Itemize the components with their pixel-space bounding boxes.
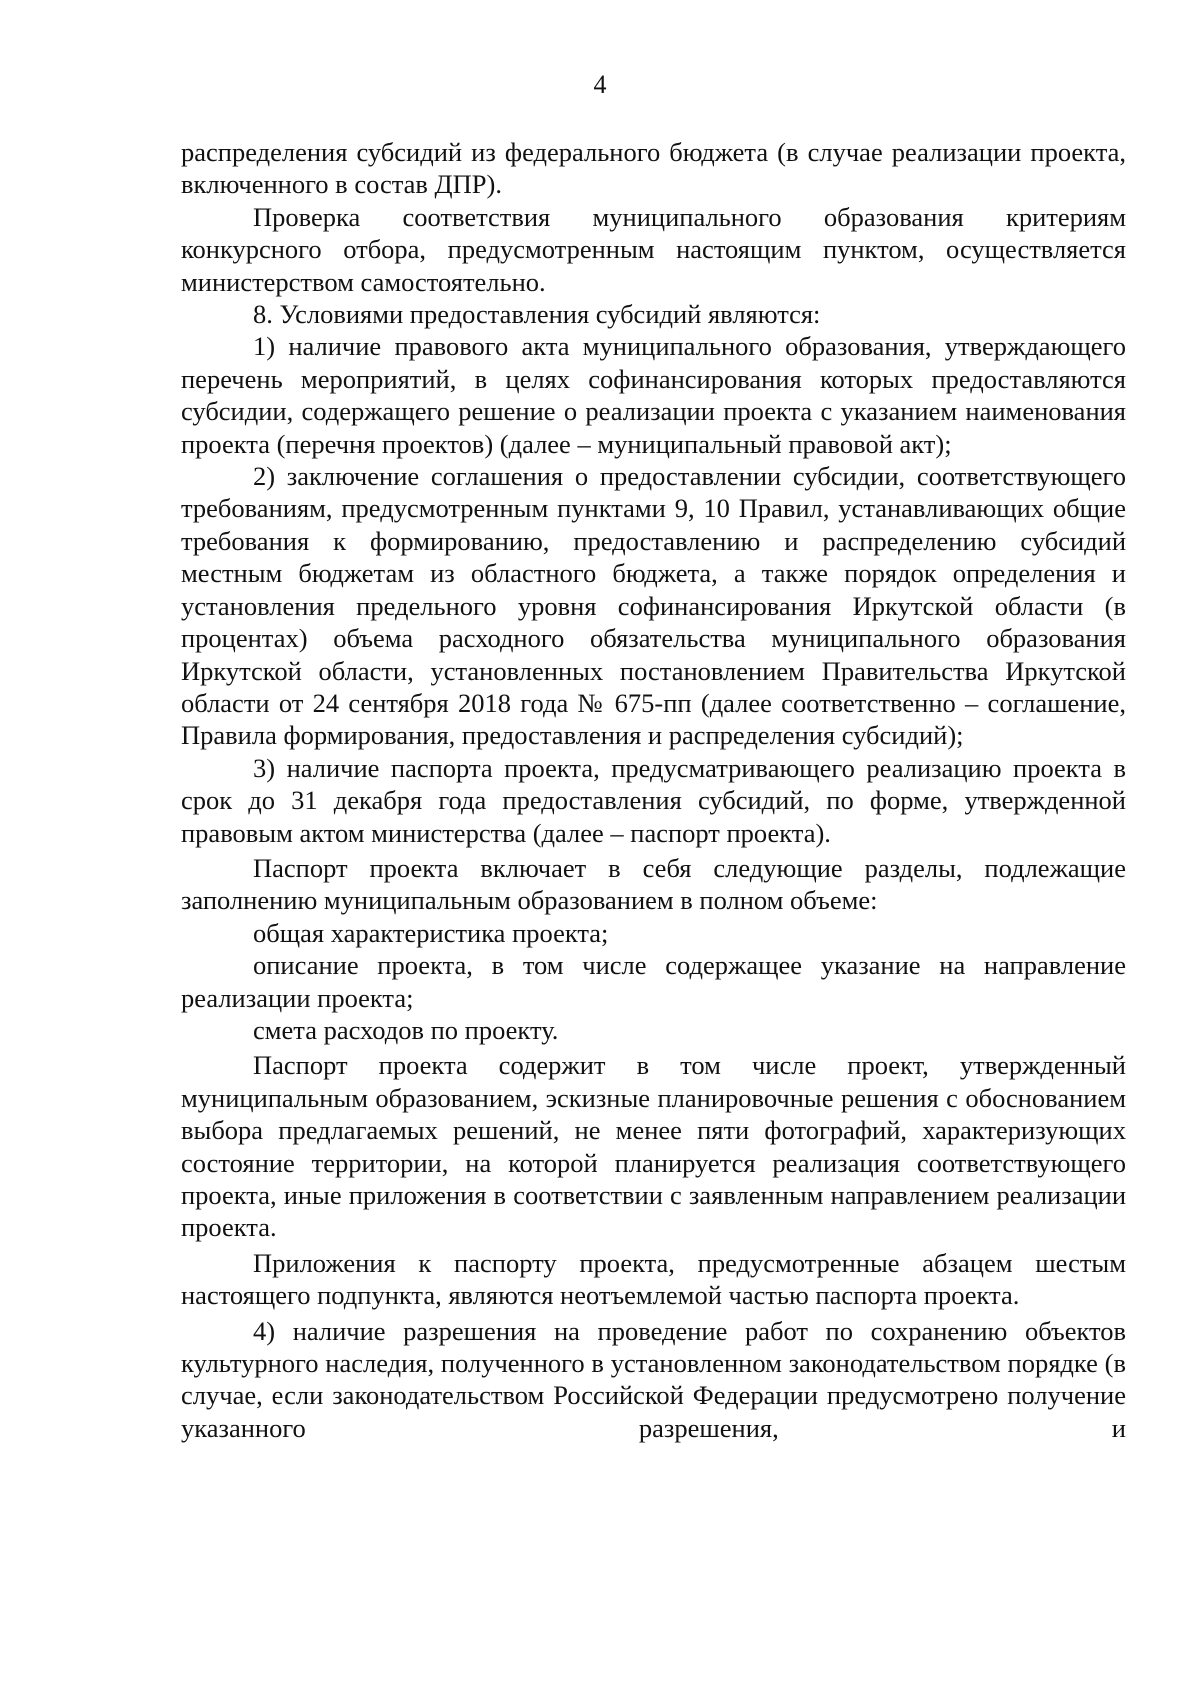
page-number: 4 bbox=[593, 70, 607, 99]
paragraph-passport-sections: Паспорт проекта включает в себя следующие разделы, подлежащие заполнению муниципальным образованием в полном объеме: bbox=[181, 852, 1126, 916]
document-body bbox=[181, 136, 1126, 1444]
paragraph-continuation: распределения субсидий из федерального бюджета (в случае реализации проекта, включенного в состав ДПР). bbox=[181, 137, 1126, 200]
paragraph-section-description: описание проекта, в том числе содержащее указание на направление реализации проекта; bbox=[181, 950, 1126, 1013]
paragraph-verification: Проверка соответствия муниципального образования критериям конкурсного отбора, предусмотренным настоящим пунктом, осуществляется министерством самостоятельно. bbox=[181, 201, 1126, 297]
paragraph-subitem-2: 2) заключение соглашения о предоставлении субсидии, соответствующего требованиям, предусмотренным пунктами 9, 10 Правил, устанавливающих общие требования к формированию, предоставлению и распределению субсидий местным бюджетам из областного бюджета, а также порядок определения и установления предельного уровня софинансирования Иркутской области (в процентах) объема расходного обязательства муниципального образования Иркутской области, установленных постановлением Правительства Иркутской области от 24 сентября 2018 года № 675-пп (далее соответственно – соглашение, Правила формирования, предоставления и распределения субсидий); bbox=[181, 461, 1126, 751]
paragraph-subitem-4: 4) наличие разрешения на проведение работ по сохранению объектов культурного наследия, полученного в установленном законодательством порядке (в случае, если законодательством Российской Федерации предусмотрено получение указанного разрешения, и bbox=[181, 1315, 1126, 1443]
paragraph-item-8: 8. Условиями предоставления субсидий являются: bbox=[253, 299, 821, 330]
paragraph-section-estimate: смета расходов по проекту. bbox=[253, 1014, 559, 1045]
paragraph-passport-contents: Паспорт проекта содержит в том числе проект, утвержденный муниципальным образованием, эскизные планировочные решения с обоснованием выбора предлагаемых решений, не менее пяти фотографий, характеризующих состояние территории, на которой планируется реализация соответствующего проекта, иные приложения в соответствии с заявленным направлением реализации проекта. bbox=[181, 1050, 1126, 1243]
paragraph-subitem-3: 3) наличие паспорта проекта, предусматривающего реализацию проекта в срок до 31 декабря года предоставления субсидий, по форме, утвержденной правовым актом министерства (далее – паспорт проекта). bbox=[181, 752, 1126, 848]
paragraph-section-general: общая характеристика проекта; bbox=[253, 917, 609, 948]
paragraph-attachments: Приложения к паспорту проекта, предусмотренные абзацем шестым настоящего подпункта, являются неотъемлемой частью паспорта проекта. bbox=[181, 1247, 1126, 1311]
paragraph-subitem-1: 1) наличие правового акта муниципального образования, утверждающего перечень мероприятий, в целях софинансирования которых предоставляются субсидии, содержащего решение о реализации проекта с указанием наименования проекта (перечня проектов) (далее – муниципальный правовой акт); bbox=[181, 331, 1126, 459]
